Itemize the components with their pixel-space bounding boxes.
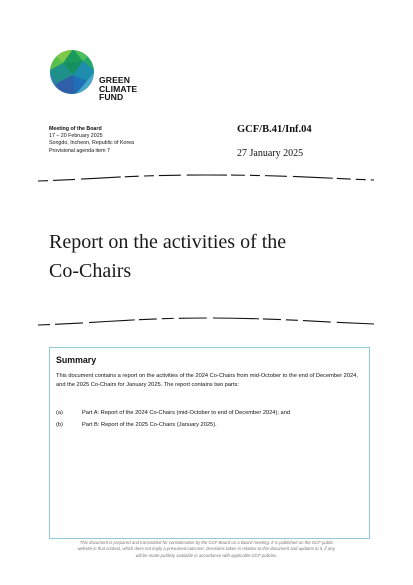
part-text: Part A: Report of the 2024 Co-Chairs (mid-October to end of December 2024); and <box>82 410 291 416</box>
document-date: 27 January 2025 <box>237 148 304 159</box>
document-title <box>49 228 369 286</box>
meeting-name: Meeting of the Board <box>49 126 102 132</box>
footer-line-1: This document is prepared and transmitted for consideration by the GCF Board on a Board meeting. It is published on the GCF public <box>79 540 334 545</box>
bottom-wave-divider <box>38 315 374 327</box>
meeting-location: Songdo, Incheon, Republic of Korea <box>49 140 135 147</box>
part-marker: (a) <box>56 410 63 416</box>
logo-line-climate: CLIMATE <box>99 83 138 94</box>
meeting-info <box>49 126 134 155</box>
gcf-logo <box>49 49 149 111</box>
top-wave-divider <box>38 172 374 184</box>
gcf-globe-logo-icon <box>49 49 95 95</box>
summary-text: This document contains a report on the activities of the 2024 Co-Chairs from mid-October to the end of December 2024, and the 2025 Co-Chairs for January 2025. The report contains two parts: <box>56 373 358 388</box>
logo-line-fund: FUND <box>99 92 124 103</box>
logo-line-green: GREEN <box>99 75 131 85</box>
agenda-item: Provisional agenda item 7 <box>49 147 110 154</box>
part-text: Part B: Report of the 2025 Co-Chairs (January 2025). <box>82 422 217 428</box>
title-line-1: Report on the activities of the <box>49 231 287 253</box>
meeting-dates: 17 – 20 February 2025 <box>49 133 103 140</box>
summary-heading: Summary <box>56 355 97 365</box>
part-marker: (b) <box>56 422 63 428</box>
footer-disclaimer <box>40 540 373 559</box>
footer-line-2: website in that context, which does not imply a presumed outcome. Decisions taken in relation to this document and updates to it, if any, <box>77 546 336 552</box>
summary-box <box>49 347 370 539</box>
title-line-2: Co-Chairs <box>49 260 132 282</box>
document-id: GCF/B.41/Inf.04 <box>237 124 312 135</box>
logo-wordmark <box>99 76 137 102</box>
footer-line-3: will be made publicly available in accordance with applicable GCF policies. <box>135 552 278 558</box>
